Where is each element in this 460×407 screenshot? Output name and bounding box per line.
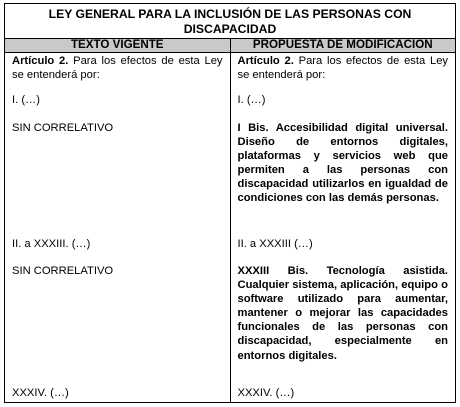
article-label-proposed: Artículo 2. bbox=[237, 55, 294, 67]
fraction-xxxiv-current: XXXIV. (…) bbox=[12, 387, 69, 399]
article-text-current: Para los efectos de esta Ley se entenderá por: bbox=[12, 55, 223, 82]
fraction-xxxiv-proposed: XXXIV. (…) bbox=[237, 387, 295, 399]
header-proposed-text: PROPUESTA DE MODIFICACIÓN bbox=[252, 39, 433, 51]
fraction-xxxiii-bis-proposed: XXXIII Bis. Tecnología asistida. Cualquier sistema, aplicación, equipo o software utilizado para aumentar, mantener o mejorar las capacidades funcionales de las personas con discapacidad, especialmente en entornos digitales. bbox=[237, 265, 448, 362]
fraction-ii-xxxiii-current: II. a XXXIII. (…) bbox=[12, 238, 91, 250]
table-title: LEY GENERAL PARA LA INCLUSIÓN DE LAS PERSONAS CON DISCAPACIDAD bbox=[5, 4, 455, 39]
article-text-proposed: Para los efectos de esta Ley se entenderá por: bbox=[237, 55, 449, 82]
fraction-i-proposed: I. (…) bbox=[237, 94, 266, 106]
current-text-column bbox=[5, 53, 231, 402]
article-label-current: Artículo 2. bbox=[12, 55, 69, 67]
comparison-table bbox=[4, 3, 456, 403]
no-correlative-2: SIN CORRELATIVO bbox=[12, 265, 114, 277]
header-current-text: TEXTO VIGENTE bbox=[5, 39, 231, 52]
article-intro-proposed bbox=[238, 54, 449, 82]
fraction-ii-xxxiii-proposed: II. a XXXIII (…) bbox=[237, 238, 313, 250]
no-correlative-1: SIN CORRELATIVO bbox=[12, 122, 114, 134]
table-body bbox=[5, 53, 455, 402]
article-intro-current bbox=[12, 54, 223, 82]
proposed-column bbox=[231, 53, 456, 402]
fraction-i-bis-proposed: I Bis. Accesibilidad digital universal. Diseño de entornos digitales, plataformas y servicios web que permiten a las personas con discapacidad utilizarlos en igualdad de condiciones con las demás personas. bbox=[237, 122, 448, 205]
column-headers bbox=[5, 39, 455, 53]
fraction-i-current: I. (…) bbox=[12, 94, 40, 106]
